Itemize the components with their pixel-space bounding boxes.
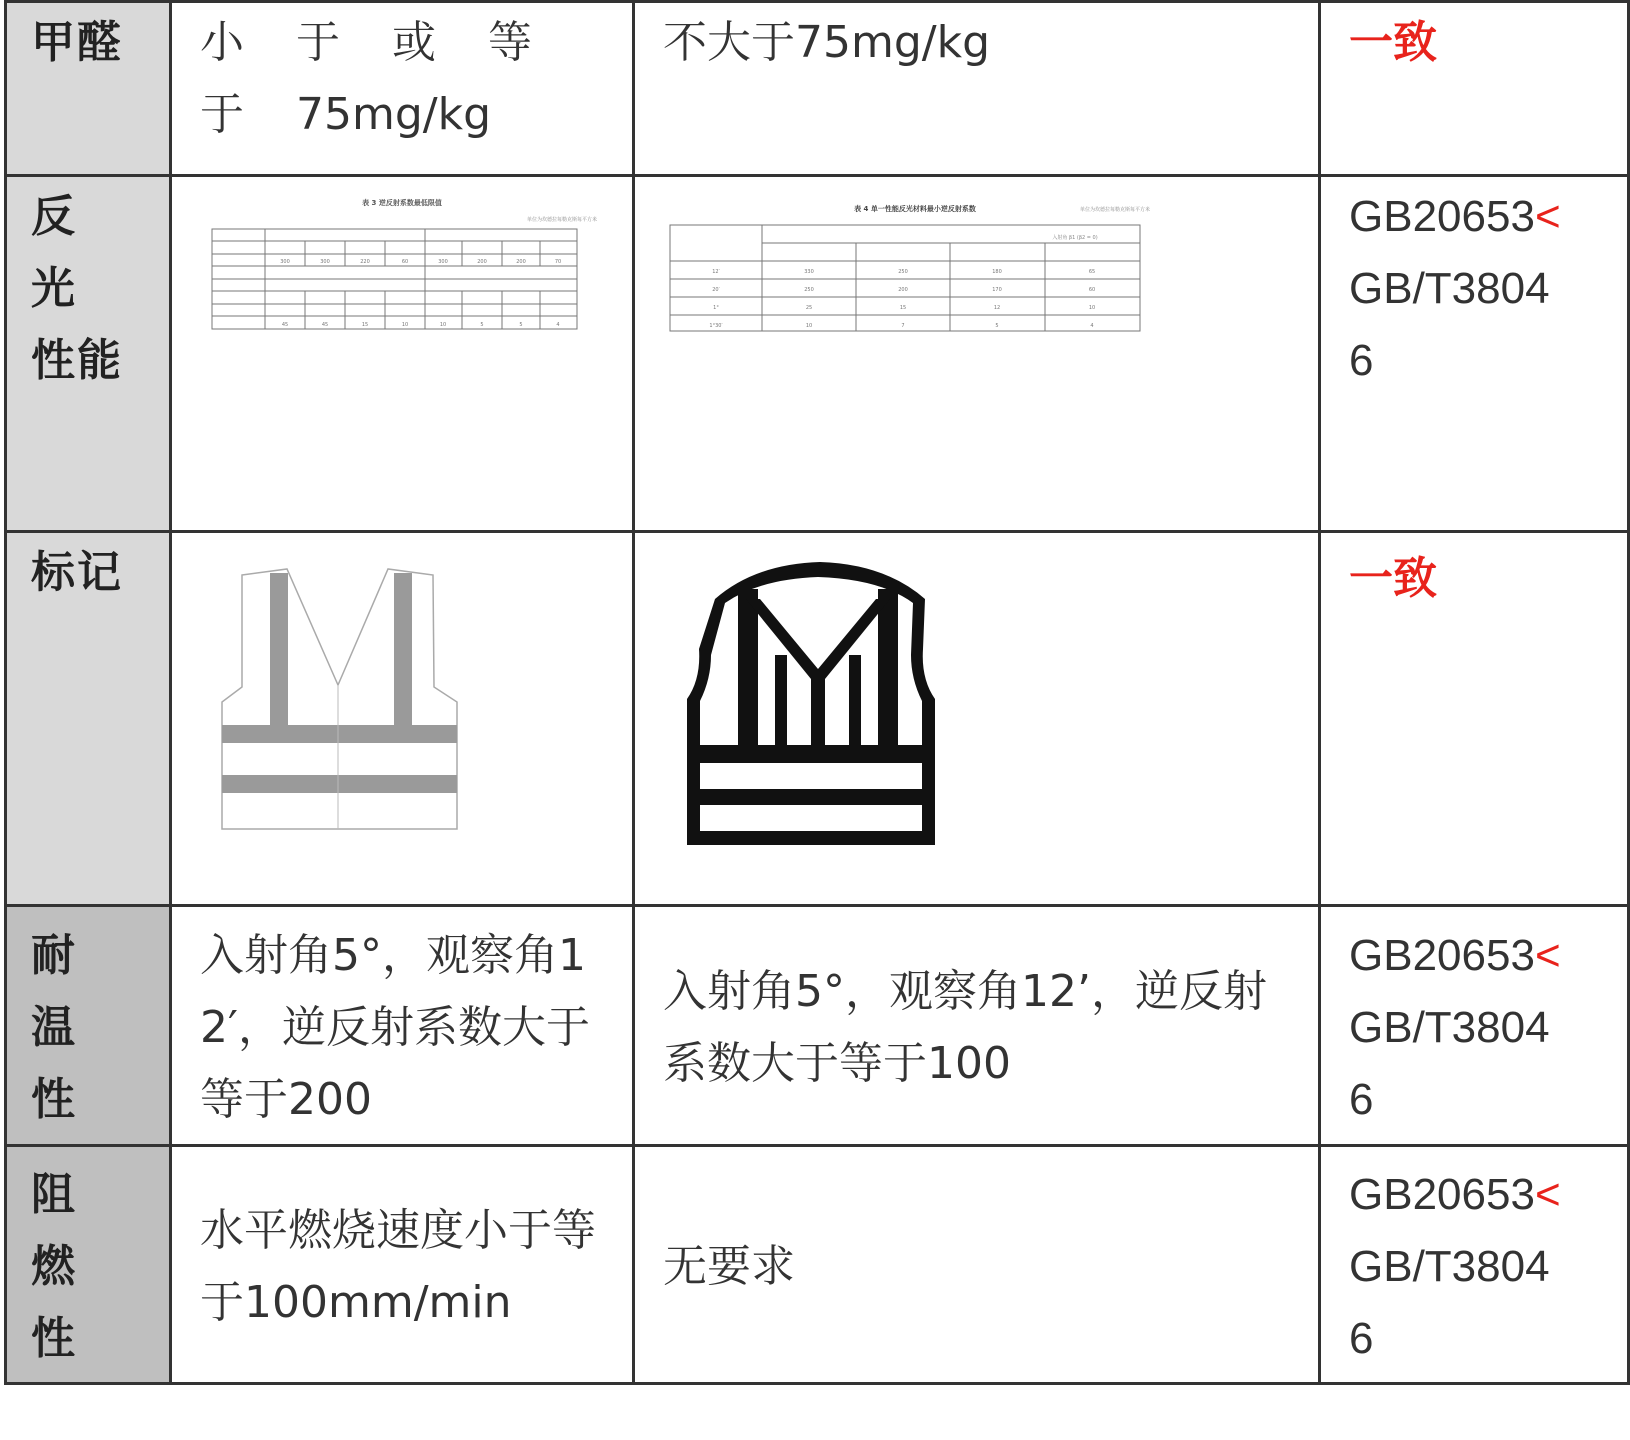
- conclusion-cell: [1320, 1146, 1629, 1384]
- row-label: 甲醛: [31, 17, 123, 68]
- conclusion-text: 一致: [1349, 553, 1437, 604]
- less-than-symbol: <: [1534, 192, 1561, 241]
- mini-table-value: 200: [477, 259, 487, 265]
- standard-b: GB/T3804: [1349, 1241, 1550, 1291]
- gbt-requirement-text: 入射角5°，观察角12’，逆反射系数大于等于100: [663, 965, 1267, 1089]
- mini-table-title: 表 4 单一性能反光材料最小逆反射系数: [854, 205, 976, 213]
- mini-table-value: 65: [1088, 269, 1096, 275]
- mini-table-value: 60: [401, 259, 409, 265]
- mini-table-value: 10: [439, 322, 447, 328]
- gb-coefficient-table-image: [172, 177, 632, 337]
- standard-a: GB20653: [1349, 1169, 1535, 1219]
- mini-table-value: 5: [480, 322, 484, 328]
- gbt-requirement-text: 无要求: [663, 1240, 795, 1292]
- mini-table-value: 7: [901, 323, 905, 329]
- gb-requirement-cell: [171, 2, 634, 176]
- conclusion-cell: [1320, 906, 1629, 1146]
- table-row-reflective: [6, 176, 1629, 532]
- table-row-heat-resistance: [6, 906, 1629, 1146]
- mini-table-value: 180: [992, 269, 1002, 275]
- less-than-symbol: <: [1534, 930, 1561, 980]
- mini-table-value: 15: [899, 305, 907, 311]
- gbt-requirement-cell: [634, 906, 1320, 1146]
- mini-table-value: 60: [1088, 287, 1096, 293]
- mini-table-obs-angle: 20′: [712, 287, 720, 293]
- mini-table-value: 220: [360, 259, 370, 265]
- mini-table-value: 10: [1088, 305, 1096, 311]
- gbt-table-image-cell: [634, 176, 1320, 532]
- standard-b-suffix: 6: [1349, 1313, 1374, 1363]
- row-label: 耐 温 性: [31, 929, 77, 1125]
- table-row-formaldehyde: [6, 2, 1629, 176]
- gb-table-image-cell: [171, 176, 634, 532]
- less-than-symbol: <: [1534, 1169, 1561, 1219]
- row-label-cell: [6, 176, 171, 532]
- mini-table-value: 300: [438, 259, 448, 265]
- standard-a: GB20653: [1349, 192, 1535, 241]
- gb-marking-cell: [171, 532, 634, 906]
- mini-table-value: 300: [280, 259, 290, 265]
- conclusion-text: [1321, 1155, 1627, 1375]
- mini-table-obs-angle: 12′: [712, 269, 720, 275]
- mini-table-unit: 单位为坎德拉每勒克斯每平方米: [1079, 207, 1151, 213]
- row-label: 标记: [31, 547, 123, 598]
- mini-table-value: 70: [554, 259, 562, 265]
- mini-table-value: 10: [805, 323, 813, 329]
- standard-a: GB20653: [1349, 930, 1535, 980]
- row-label-cell: [6, 2, 171, 176]
- gbt-requirement-cell: [634, 1146, 1320, 1384]
- reflective-vest-gray-icon: [172, 567, 632, 867]
- mini-table-value: 300: [320, 259, 330, 265]
- gb-requirement-text: [172, 3, 632, 151]
- table-row-flame-retardant: [6, 1146, 1629, 1384]
- standard-b-suffix: 6: [1349, 1074, 1374, 1124]
- conclusion-text: [1321, 177, 1627, 397]
- gb-requirement-cell: [171, 906, 634, 1146]
- conclusion-cell: [1320, 176, 1629, 532]
- row-label-cell: [6, 532, 171, 906]
- row-label: 反 光 性能: [31, 191, 123, 386]
- mini-table-title: 表 3 逆反射系数最低限值: [362, 199, 442, 207]
- mini-table-value: 250: [898, 269, 908, 275]
- gb-requirement-cell: [171, 1146, 634, 1384]
- mini-table-value: 330: [804, 269, 814, 275]
- row-label-cell: [6, 1146, 171, 1384]
- gbt-coefficient-table-image: [635, 177, 1318, 347]
- mini-table-value: 12: [993, 305, 1001, 311]
- standard-b-suffix: 6: [1349, 336, 1374, 385]
- mini-table-value: 4: [1090, 323, 1094, 329]
- mini-table-value: 4: [556, 322, 560, 328]
- conclusion-cell: [1320, 2, 1629, 176]
- mini-table-obs-angle: 1°30′: [709, 323, 723, 329]
- mini-table-value: 15: [361, 322, 369, 328]
- mini-table-unit: 单位为坎德拉每勒克斯每平方米: [526, 217, 598, 223]
- row-label-cell: [6, 906, 171, 1146]
- conclusion-cell: [1320, 532, 1629, 906]
- row-label: 阻 燃 性: [31, 1168, 77, 1364]
- standard-b: GB/T3804: [1349, 1002, 1550, 1052]
- mini-table-header: 入射角 β1 (β2 = 0): [1052, 235, 1098, 241]
- mini-table-value: 200: [516, 259, 526, 265]
- gb-requirement-value: 小 于 或 等 于 75mg/kg: [200, 17, 532, 140]
- gbt-marking-cell: [634, 532, 1320, 906]
- comparison-table: [4, 0, 1630, 1385]
- mini-table-value: 10: [401, 322, 409, 328]
- mini-table-value: 200: [898, 287, 908, 293]
- table-row-marking: [6, 532, 1629, 906]
- standard-b: GB/T3804: [1349, 264, 1550, 313]
- mini-table-value: 5: [519, 322, 523, 328]
- mini-table-value: 250: [804, 287, 814, 293]
- gb-requirement-text: 水平燃烧速度小于等于100mm/min: [200, 1204, 596, 1328]
- mini-table-value: 170: [992, 287, 1002, 293]
- gbt-requirement-text: 不大于75mg/kg: [663, 17, 991, 68]
- mini-table-value: 5: [995, 323, 999, 329]
- gbt-requirement-cell: [634, 2, 1320, 176]
- conclusion-text: 一致: [1349, 17, 1437, 68]
- mini-table-obs-angle: 1°: [713, 305, 719, 311]
- reflective-vest-black-icon: [635, 559, 1318, 879]
- gb-requirement-text: 入射角5°，观察角12′，逆反射系数大于等于200: [200, 929, 590, 1125]
- mini-table-value: 25: [805, 305, 813, 311]
- mini-table-value: 45: [321, 322, 329, 328]
- conclusion-text: [1321, 916, 1627, 1136]
- mini-table-value: 45: [281, 322, 289, 328]
